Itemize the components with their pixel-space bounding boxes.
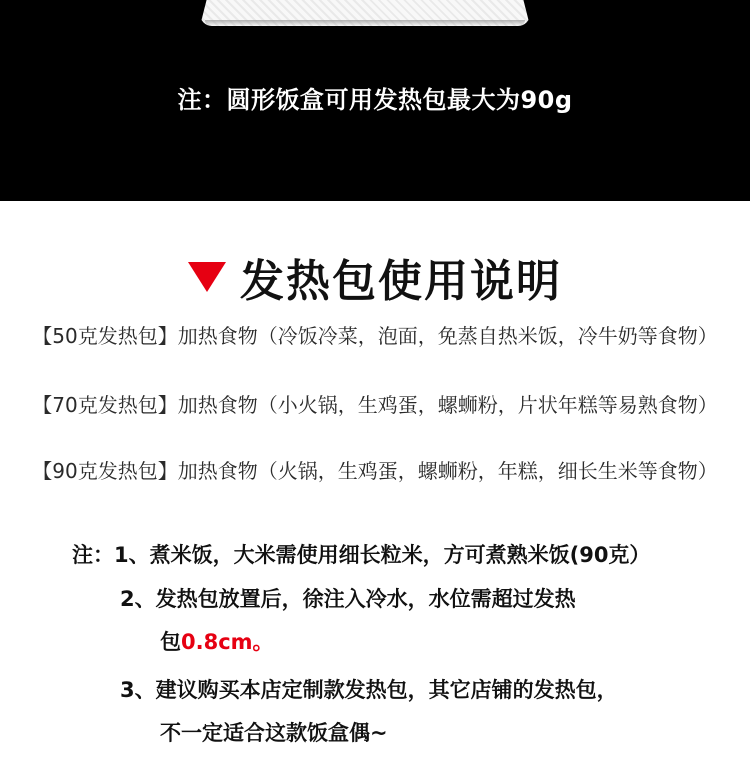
heating-pack-shadow — [205, 20, 525, 26]
top-banner — [0, 0, 750, 201]
note-1: 注：1、煮米饭，大米需使用细长粒米，方可煮熟米饭(90克） — [72, 543, 651, 567]
section-title — [0, 245, 750, 309]
banner-note: 注：圆形饭盒可用发热包最大为90g — [177, 86, 573, 114]
pack-70g-line: 【70克发热包】加热食物（小火锅，生鸡蛋，螺蛳粉，片状年糕等易熟食物） — [32, 393, 718, 417]
note-2-line-2 — [160, 626, 274, 656]
note-2-line-1: 2、发热包放置后，徐注入冷水，水位需超过发热 — [120, 587, 576, 611]
note-2-water-level: 0.8cm。 — [181, 630, 274, 654]
pack-90g-line: 【90克发热包】加热食物（火锅，生鸡蛋，螺蛳粉，年糕，细长生米等食物） — [32, 459, 718, 483]
note-3-line-2: 不一定适合这款饭盒偶~ — [160, 721, 388, 745]
section-title-text: 发热包使用说明 — [240, 256, 562, 307]
pack-50g-line: 【50克发热包】加热食物（冷饭冷菜，泡面，免蒸自热米饭，冷牛奶等食物） — [32, 324, 718, 348]
note-2-prefix: 包 — [160, 630, 181, 654]
red-triangle-icon — [188, 262, 226, 292]
note-3-line-1: 3、建议购买本店定制款发热包，其它店铺的发热包， — [120, 678, 618, 702]
